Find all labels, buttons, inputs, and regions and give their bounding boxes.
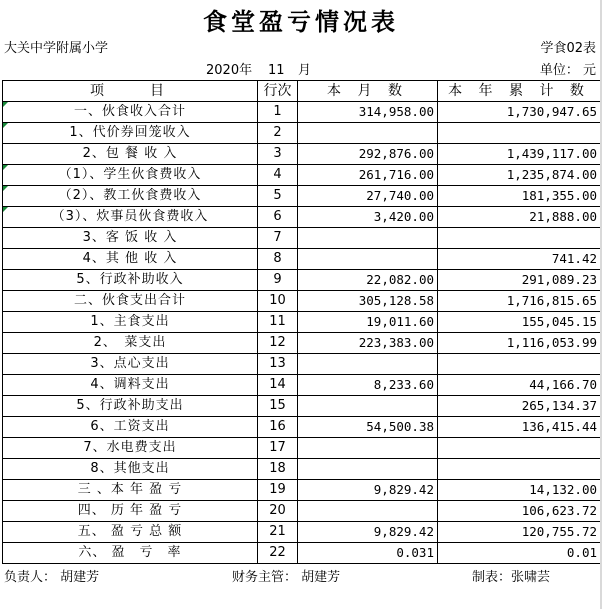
row-item-label-text: 3、点心支出 [90, 356, 170, 371]
row-line-number-text: 3 [273, 146, 282, 161]
row-item-label[interactable] [3, 438, 258, 459]
organization-name: 大关中学附属小学 [4, 41, 109, 56]
header-year-to-date: 本 年 累 计 数 [438, 81, 601, 102]
row-year-to-date-amount[interactable] [438, 312, 601, 333]
row-line-number-text: 13 [269, 356, 286, 371]
row-line-number-text: 22 [269, 545, 286, 560]
row-line-number[interactable] [258, 459, 298, 480]
row-year-to-date-amount[interactable] [438, 501, 601, 522]
table-row [3, 312, 601, 333]
row-line-number[interactable] [258, 354, 298, 375]
row-year-to-date-amount[interactable] [438, 480, 601, 501]
row-item-label[interactable] [3, 144, 258, 165]
table-row [3, 438, 601, 459]
row-line-number[interactable] [258, 186, 298, 207]
row-this-month-amount[interactable] [298, 396, 438, 417]
comment-marker-icon [3, 102, 8, 107]
row-this-month-amount[interactable] [298, 480, 438, 501]
row-line-number-text: 4 [273, 167, 282, 182]
comment-marker-icon [3, 123, 8, 128]
row-item-label-text: 2、 菜支出 [93, 335, 167, 350]
footer-responsible: 负责人： 胡建芳 [4, 570, 100, 585]
row-year-to-date-amount-text: 291,089.23 [521, 272, 597, 287]
row-this-month-amount[interactable] [298, 144, 438, 165]
row-line-number-text: 21 [269, 524, 286, 539]
row-this-month-amount-text: 223,383.00 [358, 335, 434, 350]
row-item-label-text: 四、 历 年 盈 亏 [77, 503, 183, 518]
row-line-number[interactable] [258, 291, 298, 312]
row-item-label[interactable] [3, 417, 258, 438]
row-year-to-date-amount[interactable] [438, 291, 601, 312]
row-year-to-date-amount-text: 155,045.15 [521, 314, 597, 329]
row-this-month-amount[interactable] [298, 270, 438, 291]
table-row [3, 522, 601, 543]
table-row [3, 270, 601, 291]
row-line-number-text: 16 [269, 419, 286, 434]
row-year-to-date-amount-text: 1,235,874.00 [506, 167, 597, 182]
row-this-month-amount[interactable] [298, 102, 438, 123]
row-year-to-date-amount[interactable] [438, 228, 601, 249]
row-line-number[interactable] [258, 417, 298, 438]
row-item-label[interactable] [3, 480, 258, 501]
row-year-to-date-amount-text: 106,623.72 [521, 503, 597, 518]
row-line-number-text: 11 [269, 314, 286, 329]
row-year-to-date-amount-text: 120,755.72 [521, 524, 597, 539]
row-line-number-text: 19 [269, 482, 286, 497]
header-item: 项 目 [3, 81, 258, 102]
row-item-label-text: 7、水电费支出 [83, 440, 177, 455]
row-item-label-text: 5、行政补助支出 [76, 398, 184, 413]
row-item-label[interactable] [3, 165, 258, 186]
report-month-label: 月 [298, 63, 312, 78]
comment-marker-icon [3, 165, 8, 170]
row-item-label[interactable] [3, 270, 258, 291]
row-item-label[interactable] [3, 291, 258, 312]
row-line-number-text: 12 [269, 335, 286, 350]
row-item-label-text: 4、调料支出 [90, 377, 170, 392]
row-line-number[interactable] [258, 333, 298, 354]
row-this-month-amount[interactable] [298, 228, 438, 249]
row-year-to-date-amount[interactable] [438, 438, 601, 459]
row-line-number-text: 8 [273, 251, 282, 266]
row-this-month-amount-text: 54,500.38 [366, 419, 434, 434]
row-this-month-amount[interactable] [298, 543, 438, 564]
row-year-to-date-amount-text: 265,134.37 [521, 398, 597, 413]
table-row [3, 417, 601, 438]
row-this-month-amount[interactable] [298, 312, 438, 333]
row-item-label-text: 六、 盈 亏 率 [78, 545, 182, 560]
table-header-row [3, 81, 601, 102]
row-year-to-date-amount[interactable] [438, 207, 601, 228]
row-year-to-date-amount-text: 1,716,815.65 [506, 293, 597, 308]
table-row [3, 207, 601, 228]
row-item-label[interactable] [3, 102, 258, 123]
row-line-number[interactable] [258, 375, 298, 396]
row-item-label-text: 8、其他支出 [90, 461, 170, 476]
row-line-number-text: 20 [269, 503, 286, 518]
header-this-month: 本 月 数 [298, 81, 438, 102]
row-item-label-text: 3、客 饭 收 入 [82, 230, 178, 245]
comment-marker-icon [3, 186, 8, 191]
row-line-number[interactable] [258, 270, 298, 291]
row-this-month-amount[interactable] [298, 186, 438, 207]
row-item-label-text: 6、工资支出 [90, 419, 170, 434]
header-line-no: 行次 [258, 81, 298, 102]
row-year-to-date-amount-text: 741.42 [551, 251, 597, 266]
row-year-to-date-amount-text: 44,166.70 [529, 377, 597, 392]
row-this-month-amount[interactable] [298, 249, 438, 270]
row-item-label[interactable] [3, 249, 258, 270]
row-line-number-text: 1 [273, 104, 282, 119]
footer-prepared-by: 制表：张啸芸 [472, 570, 551, 585]
row-this-month-amount-text: 3,420.00 [373, 209, 434, 224]
row-this-month-amount-text: 22,082.00 [366, 272, 434, 287]
row-item-label-text: 一、伙食收入合计 [73, 104, 186, 119]
row-year-to-date-amount[interactable] [438, 123, 601, 144]
row-line-number[interactable] [258, 543, 298, 564]
row-item-label-text: 4、其 他 收 入 [82, 251, 178, 266]
row-item-label[interactable] [3, 354, 258, 375]
row-year-to-date-amount[interactable] [438, 165, 601, 186]
row-line-number-text: 2 [273, 125, 282, 140]
row-line-number-text: 9 [273, 272, 282, 287]
row-this-month-amount[interactable] [298, 501, 438, 522]
row-this-month-amount-text: 27,740.00 [366, 188, 434, 203]
row-line-number[interactable] [258, 144, 298, 165]
report-title: 食堂盈亏情况表 [203, 7, 399, 36]
row-this-month-amount-text: 8,233.60 [373, 377, 434, 392]
row-this-month-amount-text: 9,829.42 [373, 524, 434, 539]
row-line-number[interactable] [258, 522, 298, 543]
row-year-to-date-amount[interactable] [438, 543, 601, 564]
row-item-label[interactable] [3, 522, 258, 543]
row-item-label-text: 2、包 餐 收 入 [82, 146, 178, 161]
table-row [3, 501, 601, 522]
row-this-month-amount[interactable] [298, 354, 438, 375]
row-year-to-date-amount-text: 1,730,947.65 [506, 104, 597, 119]
row-item-label[interactable] [3, 123, 258, 144]
table-row [3, 375, 601, 396]
row-year-to-date-amount[interactable] [438, 102, 601, 123]
row-this-month-amount[interactable] [298, 165, 438, 186]
row-this-month-amount[interactable] [298, 417, 438, 438]
row-item-label[interactable] [3, 459, 258, 480]
table-row [3, 459, 601, 480]
row-line-number-text: 10 [269, 293, 286, 308]
row-item-label-text: 1、主食支出 [90, 314, 170, 329]
row-line-number-text: 6 [273, 209, 282, 224]
row-line-number[interactable] [258, 312, 298, 333]
row-line-number-text: 7 [273, 230, 282, 245]
row-line-number[interactable] [258, 249, 298, 270]
row-line-number[interactable] [258, 228, 298, 249]
table-row [3, 186, 601, 207]
form-code: 学食02表 [540, 41, 596, 56]
table-row [3, 228, 601, 249]
row-item-label[interactable] [3, 396, 258, 417]
row-this-month-amount-text: 19,011.60 [366, 314, 434, 329]
table-row [3, 396, 601, 417]
row-this-month-amount[interactable] [298, 438, 438, 459]
row-year-to-date-amount[interactable] [438, 396, 601, 417]
row-year-to-date-amount-text: 14,132.00 [529, 482, 597, 497]
comment-marker-icon [3, 207, 8, 212]
row-year-to-date-amount[interactable] [438, 522, 601, 543]
row-this-month-amount[interactable] [298, 459, 438, 480]
row-item-label[interactable] [3, 501, 258, 522]
table-row [3, 102, 601, 123]
row-line-number[interactable] [258, 123, 298, 144]
row-item-label-text: （1）、学生伙食费收入 [58, 167, 202, 182]
row-line-number-text: 14 [269, 377, 286, 392]
row-year-to-date-amount-text: 136,415.44 [521, 419, 597, 434]
row-item-label[interactable] [3, 228, 258, 249]
row-item-label-text: （3）、炊事员伙食费收入 [51, 209, 209, 224]
row-line-number[interactable] [258, 480, 298, 501]
row-item-label-text: 五、 盈 亏 总 额 [77, 524, 183, 539]
row-item-label[interactable] [3, 312, 258, 333]
row-this-month-amount-text: 292,876.00 [358, 146, 434, 161]
row-year-to-date-amount[interactable] [438, 375, 601, 396]
row-this-month-amount[interactable] [298, 333, 438, 354]
row-item-label[interactable] [3, 186, 258, 207]
row-line-number-text: 5 [273, 188, 282, 203]
table-row [3, 144, 601, 165]
table-row [3, 480, 601, 501]
row-item-label-text: 二、伙食支出合计 [73, 293, 186, 308]
row-this-month-amount[interactable] [298, 375, 438, 396]
row-this-month-amount-text: 9,829.42 [373, 482, 434, 497]
row-this-month-amount[interactable] [298, 522, 438, 543]
profit-loss-table [2, 80, 601, 564]
row-item-label[interactable] [3, 207, 258, 228]
row-year-to-date-amount-text: 1,116,053.99 [506, 335, 597, 350]
row-item-label-text: 1、代价券回笼收入 [69, 125, 191, 140]
row-year-to-date-amount[interactable] [438, 249, 601, 270]
row-year-to-date-amount[interactable] [438, 354, 601, 375]
row-this-month-amount-text: 0.031 [396, 545, 434, 560]
row-this-month-amount-text: 305,128.58 [358, 293, 434, 308]
row-item-label-text: 三 、本 年 盈 亏 [77, 482, 183, 497]
row-year-to-date-amount-text: 1,439,117.00 [506, 146, 597, 161]
row-line-number[interactable] [258, 501, 298, 522]
row-line-number-text: 18 [269, 461, 286, 476]
currency-unit: 单位： 元 [539, 63, 596, 78]
row-item-label[interactable] [3, 375, 258, 396]
row-item-label[interactable] [3, 543, 258, 564]
row-year-to-date-amount[interactable] [438, 459, 601, 480]
row-year-to-date-amount[interactable] [438, 417, 601, 438]
report-month-value: 11 [268, 63, 285, 78]
row-this-month-amount[interactable] [298, 123, 438, 144]
row-line-number[interactable] [258, 102, 298, 123]
table-row [3, 333, 601, 354]
table-row [3, 291, 601, 312]
row-line-number[interactable] [258, 165, 298, 186]
table-row [3, 543, 601, 564]
row-this-month-amount[interactable] [298, 207, 438, 228]
row-item-label-text: 5、行政补助收入 [76, 272, 184, 287]
report-year: 2020年 [206, 63, 253, 78]
table-row [3, 249, 601, 270]
row-year-to-date-amount[interactable] [438, 333, 601, 354]
row-year-to-date-amount[interactable] [438, 186, 601, 207]
footer-finance-head: 财务主管： 胡建芳 [232, 570, 341, 585]
row-year-to-date-amount[interactable] [438, 144, 601, 165]
table-row [3, 123, 601, 144]
row-line-number-text: 15 [269, 398, 286, 413]
row-year-to-date-amount-text: 0.01 [566, 545, 597, 560]
row-line-number[interactable] [258, 396, 298, 417]
row-line-number[interactable] [258, 207, 298, 228]
row-line-number-text: 17 [269, 440, 286, 455]
row-this-month-amount[interactable] [298, 291, 438, 312]
row-line-number[interactable] [258, 438, 298, 459]
row-year-to-date-amount[interactable] [438, 270, 601, 291]
table-row [3, 354, 601, 375]
row-this-month-amount-text: 261,716.00 [358, 167, 434, 182]
row-item-label-text: （2）、教工伙食费收入 [58, 188, 202, 203]
row-this-month-amount-text: 314,958.00 [358, 104, 434, 119]
row-year-to-date-amount-text: 21,888.00 [529, 209, 597, 224]
table-row [3, 165, 601, 186]
row-year-to-date-amount-text: 181,355.00 [521, 188, 597, 203]
row-item-label[interactable] [3, 333, 258, 354]
